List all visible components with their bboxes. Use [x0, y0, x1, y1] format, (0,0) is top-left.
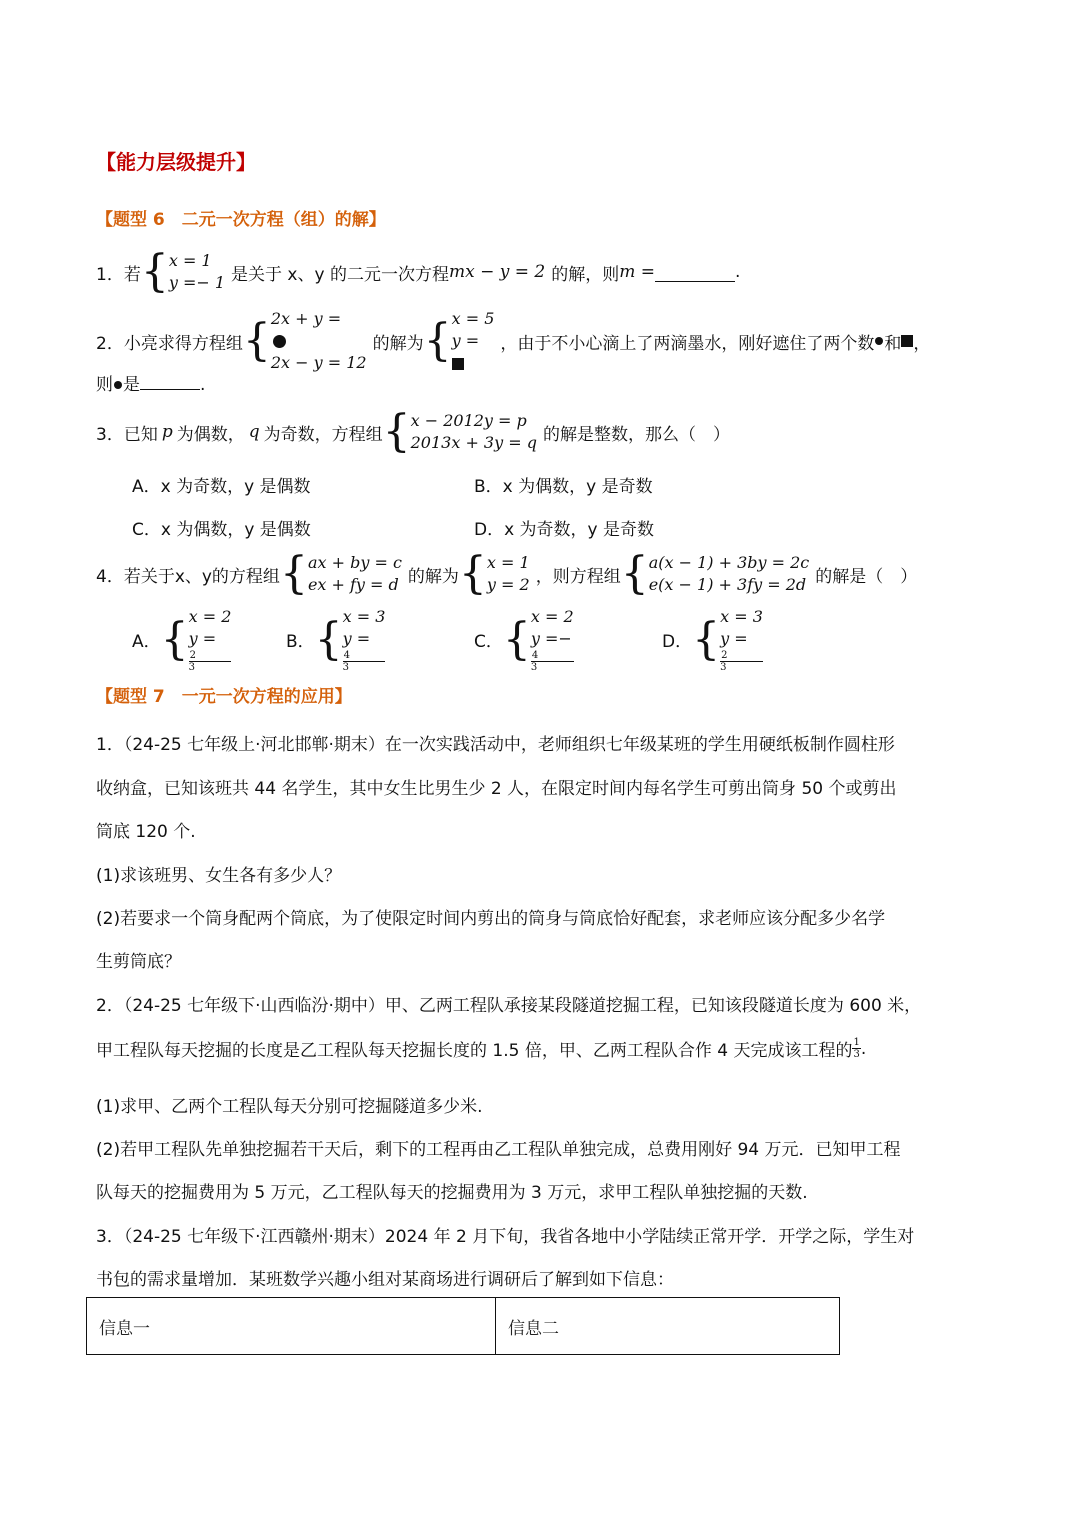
brace: { — [620, 548, 649, 599]
sys-bot: y = — [452, 330, 495, 374]
ink-square-icon — [901, 335, 913, 347]
sys-top: 2x + y = — [271, 308, 367, 352]
table-row — [87, 1298, 840, 1355]
sys-bot: y = 2 3 — [720, 628, 763, 673]
sys-bot: 2013x + 3y = q — [410, 433, 537, 452]
sys-bot: y = 2 — [486, 575, 530, 594]
type6-q2-line2 — [96, 370, 205, 395]
table-cell: 信息二 — [496, 1298, 840, 1355]
q4-option-d[interactable] — [662, 606, 763, 673]
q4-text2: 的解为 — [407, 566, 459, 587]
fraction: $\frac{1}{3}$ — [853, 1037, 860, 1060]
q2-line2c: . — [200, 375, 206, 395]
brace: { — [502, 613, 531, 665]
table-cell: 信息一 — [87, 1298, 496, 1355]
q2-system2 — [452, 308, 495, 374]
q4-system1 — [308, 552, 402, 596]
q1-m: m = — [619, 262, 655, 282]
t7q1-line1: 1．（24-25 七年级上·河北邯郸·期末）在一次实践活动中，老师组织七年级某班的学生用硬纸板制作圆柱形 — [96, 735, 895, 755]
sys-top: x = 3 — [342, 607, 386, 626]
q4-system3 — [649, 552, 810, 596]
q3-q: q — [248, 422, 260, 442]
t7q2-line2-text: 甲工程队每天挖掘的长度是乙工程队每天挖掘长度的 1.5 倍，甲、乙两工程队合作 4 天完成该工程的 — [96, 1041, 853, 1061]
t7q1-sub2a: (2)若要求一个筒身配两个筒底，为了使限定时间内剪出的筒身与筒底恰好配套，求老师应该分配多少名学 — [96, 909, 886, 929]
sys-top: x = 2 — [530, 607, 574, 626]
sys-bot: y = 4 3 — [343, 628, 386, 673]
brace: { — [314, 613, 343, 665]
type6-q2 — [96, 308, 930, 374]
brace: { — [692, 613, 721, 665]
sys-top: x = 1 — [486, 553, 530, 572]
option-system — [189, 606, 232, 673]
info-table — [86, 1297, 840, 1355]
q4-option-c[interactable] — [474, 606, 574, 673]
sys-top: x = 5 — [451, 309, 495, 328]
option-system — [531, 606, 574, 673]
q4-system2 — [487, 552, 530, 596]
q3-option-a[interactable]: A．x 为奇数，y 是偶数 — [132, 477, 311, 497]
q3-system — [411, 410, 537, 454]
type6-title: 【题型 6 二元一次方程（组）的解】 — [96, 210, 386, 230]
brace: { — [279, 548, 308, 599]
sys-bot: y =− 4 3 — [530, 629, 572, 673]
q2-mid: 的解为 — [372, 333, 424, 354]
answer-blank[interactable] — [655, 263, 735, 282]
q1-text: 是关于 x、y 的二元一次方程 — [231, 264, 449, 285]
ink-dot-icon — [273, 335, 286, 348]
t7q2-line1: 2．（24-25 七年级下·山西临汾·期中）甲、乙两工程队承接某段隧道挖掘工程，已知该段隧道长度为 600 米， — [96, 996, 922, 1016]
q3-option-b[interactable]: B．x 为偶数，y 是奇数 — [474, 477, 653, 497]
q1-tail: 的解，则 — [551, 264, 620, 285]
sys-bot: ex + fy = d — [307, 575, 399, 594]
section-heading: 【能力层级提升】 — [96, 150, 256, 174]
q2-system1 — [271, 308, 367, 374]
t7q2-sub1: (1)求甲、乙两个工程队每天分别可挖掘隧道多少米. — [96, 1097, 483, 1117]
q3-option-c[interactable]: C．x 为偶数，y 是偶数 — [132, 520, 311, 540]
option-label: C． — [474, 632, 503, 652]
q3-text2: 为偶数， — [176, 424, 245, 445]
sys-top: x = 1 — [168, 251, 212, 270]
ink-dot-icon — [875, 337, 883, 345]
option-label: B． — [286, 632, 315, 652]
sys-top: ax + by = c — [307, 553, 402, 572]
q3-text1: 3．已知 — [96, 424, 158, 445]
sys-bot: y = 2 3 — [189, 628, 232, 673]
option-system — [343, 606, 386, 673]
t7q3-line2: 书包的需求量增加．某班数学兴趣小组对某商场进行调研后了解到如下信息： — [96, 1270, 674, 1290]
brace: { — [382, 406, 411, 457]
brace: { — [423, 315, 452, 366]
brace: { — [242, 315, 271, 366]
t7q2-line2 — [96, 1036, 866, 1061]
q2-end: ， — [913, 333, 931, 354]
q4-option-b[interactable] — [286, 606, 385, 673]
q1-eq: mx − y = 2 — [448, 262, 546, 282]
sys-bot: e(x − 1) + 3fy = 2d — [648, 575, 807, 594]
q2-num: 2．小亮求得方程组 — [96, 333, 243, 354]
brace: { — [160, 613, 189, 665]
ink-dot-icon — [114, 381, 122, 389]
sys-top: a(x − 1) + 3by = 2c — [648, 553, 810, 572]
brace: { — [458, 548, 487, 599]
q1-end: . — [734, 262, 741, 282]
option-label: D． — [662, 632, 693, 652]
type6-q1 — [96, 246, 741, 297]
q2-and: 和 — [884, 333, 902, 354]
brace: { — [140, 246, 169, 297]
q4-text4: 的解是（ ） — [815, 566, 918, 587]
t7q1-sub1: (1)求该班男、女生各有多少人？ — [96, 866, 342, 886]
q4-option-a[interactable] — [132, 606, 231, 673]
q2-line2b: 是 — [123, 375, 140, 395]
option-system — [720, 606, 763, 673]
ink-square-icon — [452, 358, 464, 370]
t7q1-line2: 收纳盒，已知该班共 44 名学生，其中女生比男生少 2 人，在限定时间内每名学生可剪出筒身 50 个或剪出 — [96, 779, 897, 799]
q2-line2a: 则 — [96, 375, 113, 395]
type6-q4 — [96, 548, 918, 599]
t7q3-line1: 3．（24-25 七年级下·江西赣州·期末）2024 年 2 月下旬，我省各地中小学陆续正常开学．开学之际，学生对 — [96, 1227, 915, 1247]
type6-q3 — [96, 406, 730, 457]
sys-top: x = 2 — [188, 607, 232, 626]
sys-top: x = 3 — [720, 607, 763, 626]
t7q2-sub2b: 队每天的挖掘费用为 5 万元，乙工程队每天的挖掘费用为 3 万元，求甲工程队单独挖掘的天数. — [96, 1183, 808, 1203]
t7q2-line2-end: . — [860, 1038, 867, 1059]
t7q1-sub2b: 生剪筒底？ — [96, 952, 181, 972]
answer-blank[interactable] — [140, 371, 200, 390]
q3-option-d[interactable]: D．x 为奇数，y 是奇数 — [474, 520, 655, 540]
sys-top: x − 2012y = p — [410, 411, 527, 430]
t7q2-sub2a: (2)若甲工程队先单独挖掘若干天后，剩下的工程再由乙工程队单独完成，总费用刚好 94 万元．已知甲工程 — [96, 1140, 901, 1160]
q4-text1: 4．若关于x、y的方程组 — [96, 566, 280, 587]
q3-text3: 为奇数，方程组 — [263, 424, 383, 445]
q1-system — [169, 250, 225, 294]
q3-p: p — [161, 422, 173, 442]
sys-bot: 2x − y = 12 — [270, 353, 367, 372]
t7q1-line3: 筒底 120 个. — [96, 822, 196, 842]
option-label: A． — [132, 632, 161, 652]
q1-num: 1．若 — [96, 264, 141, 285]
q2-tail: ，由于不小心滴上了两滴墨水，刚好遮住了两个数 — [500, 333, 875, 354]
q4-text3: ，则方程组 — [535, 566, 621, 587]
sys-bot: y =− 1 — [168, 273, 226, 292]
q3-text4: 的解是整数，那么（ ） — [542, 424, 730, 445]
type7-title: 【题型 7 一元一次方程的应用】 — [96, 687, 352, 707]
